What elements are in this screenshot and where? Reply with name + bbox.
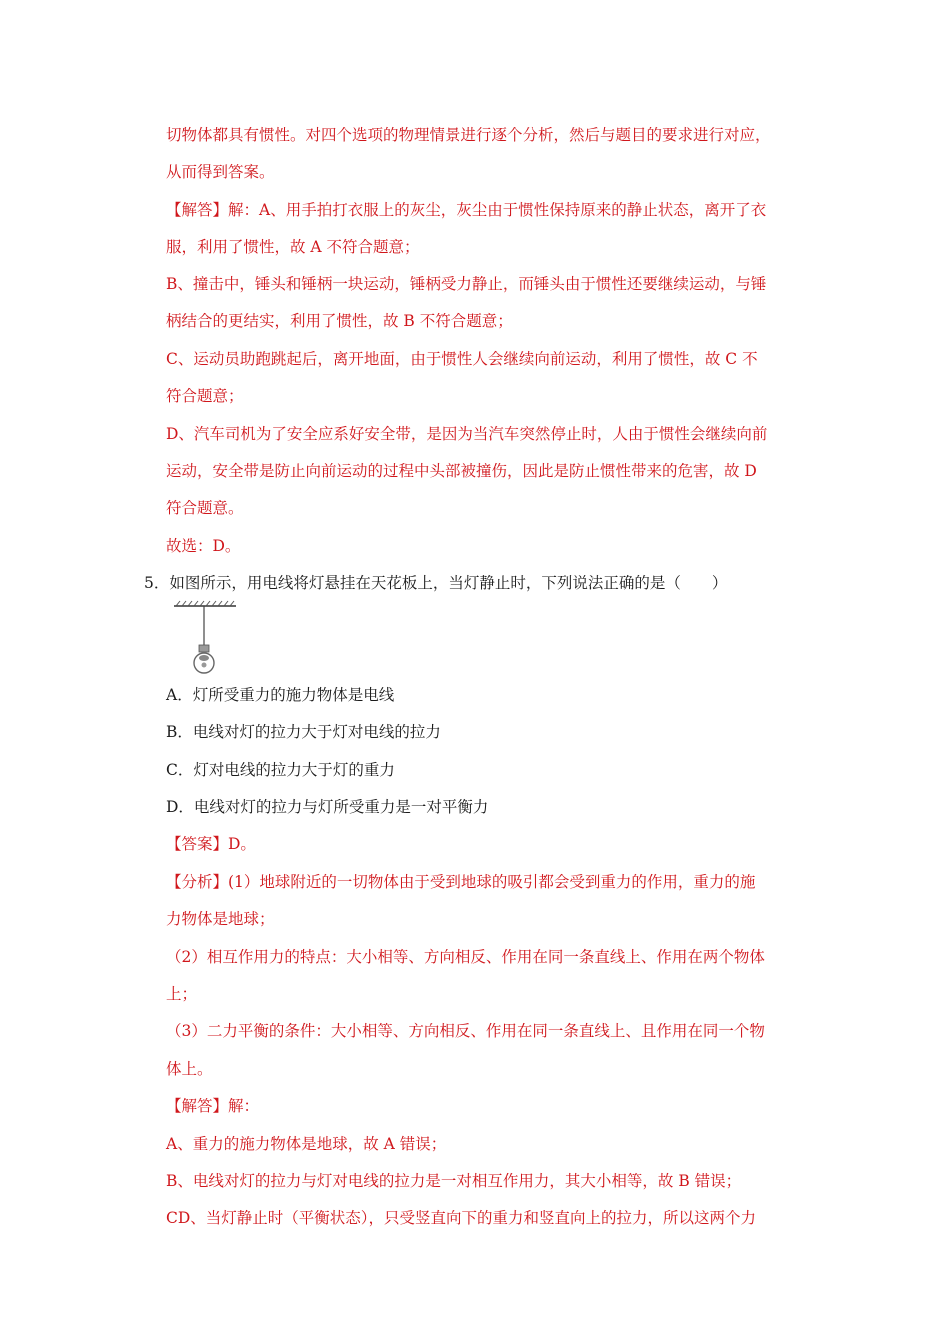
- text-line: 【解答】解：A、用手拍打衣服上的灰尘，灰尘由于惯性保持原来的静止状态，离开了衣: [166, 201, 767, 219]
- text-line: 力物体是地球；: [166, 910, 275, 928]
- text-line: 【分析】(1）地球附近的一切物体由于受到地球的吸引都会受到重力的作用，重力的施: [166, 873, 756, 891]
- ceiling-icon: [174, 601, 236, 606]
- text-line: 切物体都具有惯性。对四个选项的物理情景进行逐个分析，然后与题目的要求进行对应，: [166, 126, 771, 144]
- text-line: （3）二力平衡的条件：大小相等、方向相反、作用在同一条直线上、且作用在同一个物: [166, 1022, 765, 1040]
- answer-line: 【答案】D。: [166, 835, 256, 853]
- text-line: 从而得到答案。: [166, 163, 275, 181]
- text-line: （2）相互作用力的特点：大小相等、方向相反、作用在同一条直线上、作用在两个物体: [166, 948, 765, 966]
- question-stem: 5．如图所示，用电线将灯悬挂在天花板上，当灯静止时，下列说法正确的是（ ）: [144, 574, 728, 592]
- text-line: 运动，安全带是防止向前运动的过程中头部被撞伤，因此是防止惯性带来的危害，故 D: [166, 462, 757, 480]
- text-line: 上；: [166, 985, 198, 1003]
- option-a: A．灯所受重力的施力物体是电线: [166, 686, 395, 704]
- text-line: 符合题意；: [166, 387, 244, 405]
- hanging-lamp-figure: [172, 600, 242, 680]
- lamp-bulb-icon: [194, 645, 214, 673]
- option-c: C．灯对电线的拉力大于灯的重力: [166, 761, 395, 779]
- text-line: B、电线对灯的拉力与灯对电线的拉力是一对相互作用力，其大小相等，故 B 错误；: [166, 1172, 742, 1190]
- text-line: 【解答】解：: [166, 1097, 260, 1115]
- text-line: CD、当灯静止时（平衡状态），只受竖直向下的重力和竖直向上的拉力，所以这两个力: [166, 1209, 757, 1227]
- option-d: D．电线对灯的拉力与灯所受重力是一对平衡力: [166, 798, 489, 816]
- text-line: 体上。: [166, 1060, 213, 1078]
- text-line: 符合题意。: [166, 499, 244, 517]
- text-line: C、运动员助跑跳起后，离开地面，由于惯性人会继续向前运动，利用了惯性，故 C 不: [166, 350, 758, 368]
- choice-line: 故选：D。: [166, 537, 241, 555]
- text-line: A、重力的施力物体是地球，故 A 错误；: [166, 1135, 447, 1153]
- text-line: 服，利用了惯性，故 A 不符合题意；: [166, 238, 420, 256]
- option-b: B．电线对灯的拉力大于灯对电线的拉力: [166, 723, 441, 741]
- text-line: B、撞击中，锤头和锤柄一块运动，锤柄受力静止，而锤头由于惯性还要继续运动，与锤: [166, 275, 767, 293]
- text-line: D、汽车司机为了安全应系好安全带，是因为当汽车突然停止时，人由于惯性会继续向前: [166, 425, 768, 443]
- text-line: 柄结合的更结实，利用了惯性，故 B 不符合题意；: [166, 312, 513, 330]
